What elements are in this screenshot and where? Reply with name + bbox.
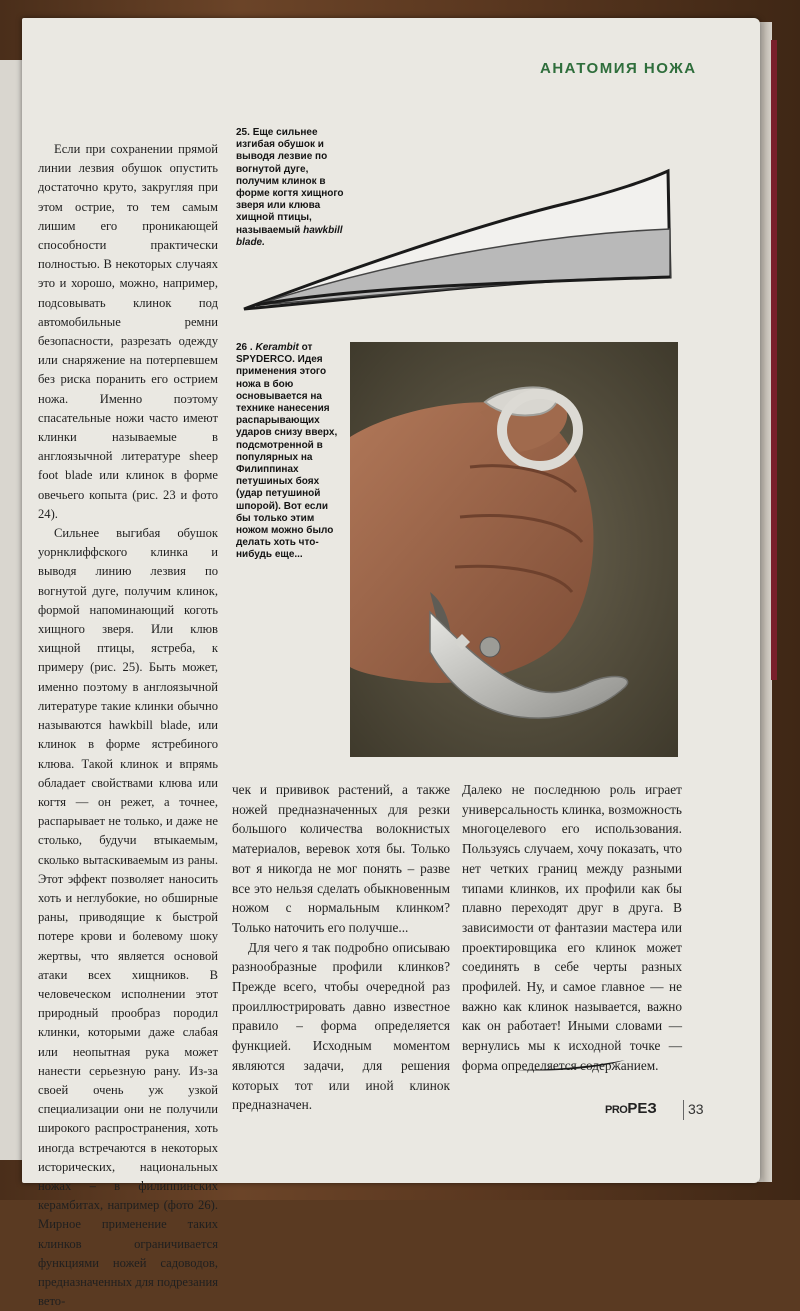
karambit-hand-image (350, 342, 678, 757)
karambit-photo (350, 342, 678, 757)
figure-26-number: 26 . (236, 342, 253, 353)
figure-25-number: 25. (236, 127, 250, 138)
figure-25-term: hawkbill blade. (236, 224, 343, 248)
magazine-logo (605, 1100, 657, 1117)
footer-divider (683, 1100, 684, 1120)
accent-strip (771, 40, 777, 680)
paragraph: Далеко не последнюю роль играет универсальность клинка, возможность многоцелевого его использования. Пользуясь случаем, хочу показать, что нет четких границ между разными типами клинков, их профили как бы плавно переходят друг в друга. В зависимости от фантазии мастера или проектировщика его клинок может соединять в себе черты разных профилей. Ну, и самое главное — не важно как клинок называется, важно как он работает! Иными словами — вернулись мы к исходной точке — форма определяется содержанием. (462, 782, 682, 1073)
figure-25-text: Еще сильнее изгибая обушок и выводя лезвие по вогнутой дуге, получим клинок в форме когтя хищного зверя или клюва хищной птицы, называемый (236, 127, 344, 236)
page-number: 33 (688, 1101, 704, 1117)
figure-26-caption (236, 342, 344, 562)
paragraph: Для чего я так подробно описываю разнообразные профили клинков? Прежде всего, чтобы очередной раз проиллюстрировать давно известное правило – форма определяется функцией. Исходным моментом являются задачи, для решения которых тот или иной клинок предназначен. (232, 939, 450, 1113)
closing-flourish (515, 1060, 625, 1074)
logo-main: РЕЗ (627, 1100, 657, 1117)
paragraph: Сильнее выгибая обушок уорнклиффского клинка и выводя линию лезвия по вогнутой дуге, получим клинок, формой напоминающий коготь хищного зверя. Или клюв хищной птицы, ястреба, к примеру (рис. 25). Быть может, именно поэтому в англоязычной литературе такие клинки обычно называются hawkbill blade, или клинок в форме ястребиного клюва. Такой клинок и впрямь обладает свойствами клюва или когтя — он режет, а точнее, распарывает не только, и даже не столько, будучи втыкаемым, сколько вытаскиваемым из раны. Этот эффект позволяет наносить хоть и неглубокие, но обширные раны, приводящие к быстрой потере крови и болевому шоку жертвы, что является основой атаки всех хищников. В человеческом исполнении этот природный прообраз породил клинки, которыми даже слабая или неопытная рука может нанести серьезную рану. Из-за своей очень уж узкой специализации они не получили широкого распространения, хоть иногда встречаются в некоторых исторических, национальных ножах – в филиппинских керамбитах, например (фото 26). Мирное применение таких клинков ограничивается функциями ножей садоводов, предназначенных для подрезания вето- (38, 526, 218, 1309)
text-column-middle (232, 780, 450, 1115)
paragraph: Если при сохранении прямой линии лезвия обушок опустить достаточно круто, закругляя при этом острие, то тем самым лишим его проникающей способности практически полностью. В некоторых случаях это и хорошо, можно, например, подсовывать клинок под автомобильные ремни безопасности, разрезать одежду или снаряжение на потерпевшем без риска поранить его острием ножа. Именно поэтому спасательные ножи часто имеют клинки называемые в англоязычной литературе sheep foot blade или клинок в форме овечьего копыта (рис. 23 и фото 24). (38, 142, 218, 521)
hawkbill-blade-illustration (238, 165, 676, 315)
page-stack-edge (758, 22, 772, 1182)
logo-pro: PRO (605, 1104, 628, 1116)
paragraph: чек и прививок растений, а также ножей предназначенных для резки большого количества волокнистых материалов, веревок хотя бы. Только вот я никогда не мог понять – разве все это нельзя сделать обыкновенным ножом с нормальным клинком? Только наточить его получше... (232, 782, 450, 935)
section-title: АНАТОМИЯ НОЖА (540, 60, 697, 77)
text-column-right (462, 780, 682, 1076)
figure-26-term: Kerambit (255, 342, 299, 353)
figure-26-text: от SPYDERCO. Идея применения этого ножа в бою основывается на технике нанесения распарывающих ударов снизу вверх, подсмотренной в популярных на Филиппинах петушиных боях (удар петушиной шпорой). Вот если бы только этим ножом можно было делать хоть что-нибудь еще... (236, 342, 338, 561)
text-column-left (38, 140, 218, 1311)
